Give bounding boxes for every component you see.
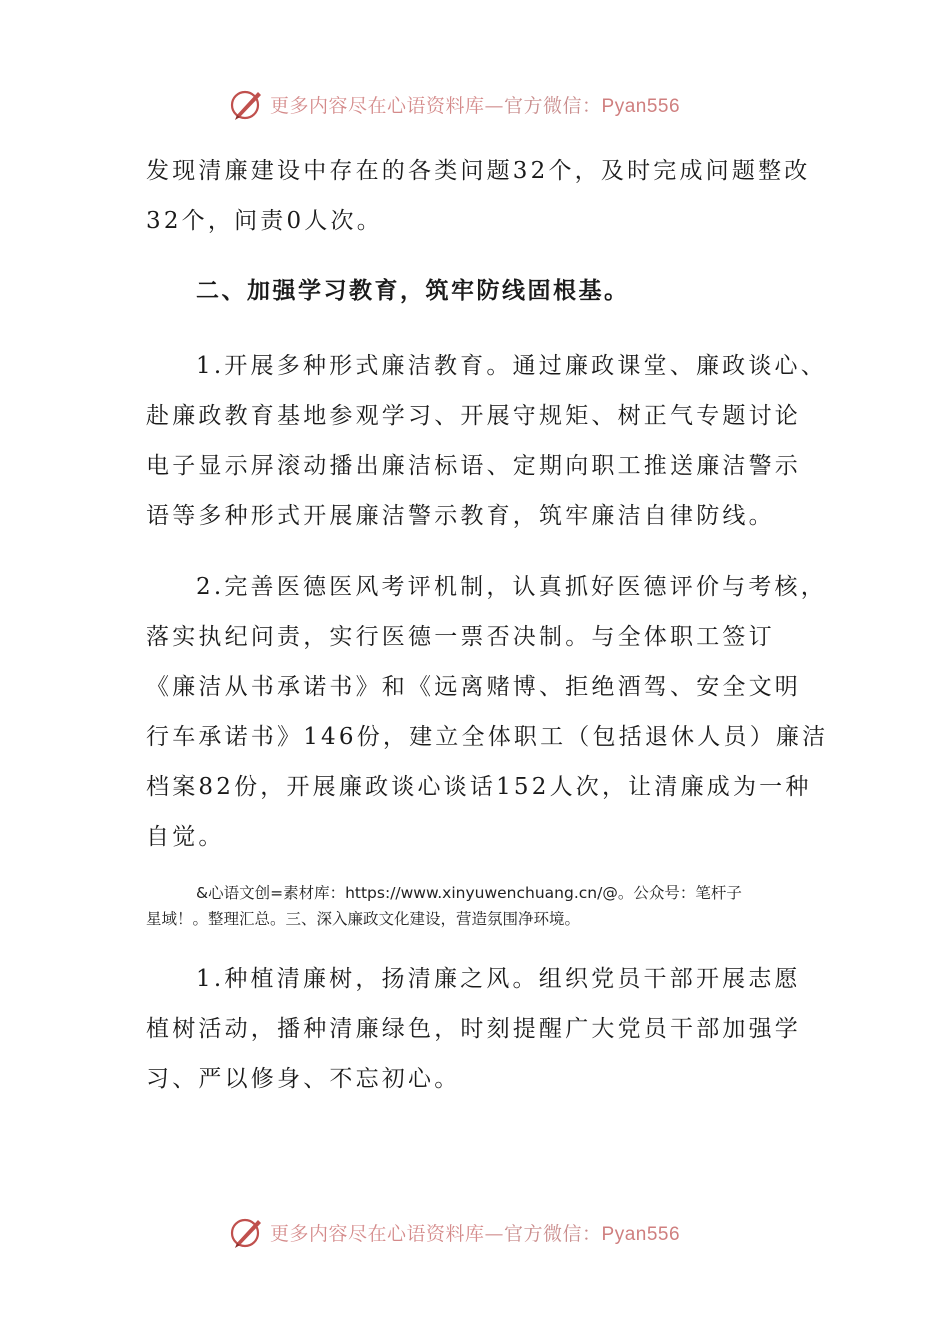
footer-banner <box>228 1212 748 1252</box>
header-banner <box>228 84 748 124</box>
banner-text: 更多内容尽在心语资料库—官方微信：Pyan556 <box>270 1222 681 1245</box>
note-line: &心语文创=素材库：https://www.xinyuwenchuang.cn/@。公众号：笔杆子 <box>196 884 742 902</box>
source-note <box>146 880 826 932</box>
text-line: 行车承诺书》146份，建立全体职工（包括退休人员）廉洁 <box>146 724 829 750</box>
text-line: 1.种植清廉树，扬清廉之风。组织党员干部开展志愿 <box>196 966 801 992</box>
banner-text: 更多内容尽在心语资料库—官方微信：Pyan556 <box>270 94 681 117</box>
text-line: 发现清廉建设中存在的各类问题32个，及时完成问题整改 <box>146 158 811 184</box>
text-line: 赴廉政教育基地参观学习、开展守规矩、树正气专题讨论 <box>146 403 801 429</box>
paragraph-tree-planting <box>146 954 816 1104</box>
section-heading: 二、加强学习教育，筑牢防线固根基。 <box>196 278 630 304</box>
text-line: 档案82份，开展廉政谈心谈话152人次，让清廉成为一种 <box>146 774 812 800</box>
text-line: 电子显示屏滚动播出廉洁标语、定期向职工推送廉洁警示 <box>146 453 801 479</box>
text-line: 《廉洁从书承诺书》和《远离赌博、拒绝酒驾、安全文明 <box>146 674 801 700</box>
text-line: 语等多种形式开展廉洁警示教育，筑牢廉洁自律防线。 <box>146 503 775 529</box>
text-line: 落实执纪问责，实行医德一票否决制。与全体职工签订 <box>146 624 775 650</box>
text-line: 习、严以修身、不忘初心。 <box>146 1066 461 1092</box>
pen-seal-logo-icon <box>228 1214 264 1250</box>
text-line: 2.完善医德医风考评机制，认真抓好医德评价与考核， <box>196 574 827 600</box>
note-line: 星域！。整理汇总。三、深入廉政文化建设，营造氛围净环境。 <box>146 910 581 928</box>
paragraph-intro <box>146 146 816 246</box>
text-line: 植树活动，播种清廉绿色，时刻提醒广大党员干部加强学 <box>146 1016 801 1042</box>
paragraph-education <box>146 341 827 541</box>
paragraph-ethics <box>146 562 829 862</box>
pen-seal-logo-icon <box>228 86 264 122</box>
text-line: 32个，问责0人次。 <box>146 208 383 234</box>
text-line: 自觉。 <box>146 824 225 850</box>
text-line: 1.开展多种形式廉洁教育。通过廉政课堂、廉政谈心、 <box>196 353 827 379</box>
